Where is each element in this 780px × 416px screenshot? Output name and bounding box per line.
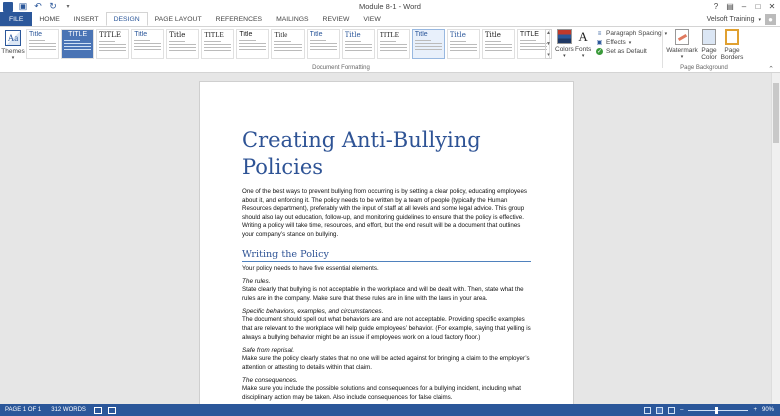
style-set-thumb-line [64,40,80,41]
effects-dropdown-icon: ▾ [628,39,632,46]
undo-icon[interactable]: ↶ [34,1,42,11]
style-set-thumb-line [169,50,196,51]
style-set-thumb-line [204,41,220,42]
paragraph-spacing-icon: ≡ [597,30,602,37]
style-set-thumb-title: Title [134,31,148,38]
style-set-thumb-line [239,49,266,50]
style-set-thumb-line [274,41,290,42]
tab-mailings[interactable]: MAILINGS [276,15,309,23]
page-borders-button[interactable] [721,29,743,61]
style-set-thumb-line [134,49,161,50]
subsection-text: The document should spell out what behaviors are and are not acceptable. Providing specific examples that are relevant to the workplace will help guide employees’ behavior. (For example, saying that yelling is always a bullying behavior might be an issue if employees work on a loud factory floor.) [242,316,531,341]
style-set-thumb-line [415,43,442,44]
style-set-thumb-line [310,43,337,44]
document-title: Creating Anti-Bullying Policies [242,128,481,179]
style-set-thumb-line [310,40,326,41]
fonts-icon: A [578,29,588,44]
style-set-thumb-line [64,43,91,44]
fonts-button[interactable] [575,29,591,60]
page-color-icon [702,29,716,45]
gallery-down-icon[interactable]: ▼ [546,41,551,47]
style-set-thumb-title: Title [239,31,253,38]
tab-view[interactable]: VIEW [363,15,381,23]
style-set-thumb-line [99,41,115,42]
style-set-thumb-title: TITLE [379,31,400,39]
subsection-title: The consequences. [242,377,298,385]
word-count[interactable]: 312 WORDS [51,407,86,413]
style-set-thumb-line [415,49,442,50]
style-set-thumb-line [29,49,56,50]
style-set-thumb-line [239,43,266,44]
style-set-thumb-line [345,41,361,42]
watermark-icon [675,29,689,45]
style-set-thumb-line [485,41,501,42]
style-set-thumb[interactable] [236,29,269,59]
style-set-thumb-title: TITLE [99,31,121,39]
status-bar [0,404,780,416]
style-set-thumb-title: Title [309,31,323,38]
gallery-more-icon[interactable]: ▾ [547,52,550,58]
style-set-thumb[interactable] [307,29,340,59]
style-set-thumb-line [64,49,91,50]
subsection-text: Make sure you include the possible solutions and consequences for a bullying incident, including what disciplinary action may be taken. Also include consequences for false claims. [242,385,521,401]
style-set-thumb-line [520,43,547,44]
close-icon[interactable]: ✕ [768,1,776,11]
tab-insert[interactable]: INSERT [73,15,99,23]
watermark-dropdown-icon: ▾ [680,54,684,60]
web-layout-icon[interactable] [668,407,675,414]
themes-icon: Aa [5,30,21,46]
style-set-thumb-title: TITLE [204,31,224,39]
design-ribbon [0,27,780,73]
style-set-thumb-line [345,47,372,48]
ribbon-tabs [0,13,780,27]
style-set-thumb-line [450,47,477,48]
style-set-thumb-line [274,44,301,45]
proofing-icon[interactable] [94,407,102,414]
style-set-thumb-line [204,44,231,45]
style-set-thumb-line [485,50,512,51]
minimize-icon[interactable]: – [741,1,747,11]
tab-file[interactable]: FILE [0,12,32,26]
style-set-thumb-title: Title [484,31,501,39]
set-as-default-button[interactable] [596,48,667,55]
style-set-thumb-line [29,46,56,47]
formatting-options [596,30,667,55]
style-set-thumb-title: Title [449,31,466,39]
style-set-gallery [26,29,550,60]
group-label-document-formatting: Document Formatting [312,65,370,71]
document-page[interactable] [199,81,574,404]
macro-record-icon[interactable] [108,407,116,414]
style-set-thumb-title: TITLE [519,31,539,38]
style-set-thumb[interactable] [166,29,199,59]
style-set-thumb[interactable] [271,29,304,59]
tab-references[interactable]: REFERENCES [215,15,263,23]
style-set-thumb-title: TITLE [68,31,88,38]
style-set-thumb[interactable] [482,29,515,59]
style-set-thumb-line [380,47,407,48]
section-heading: Writing the Policy [242,249,531,262]
gallery-scroll[interactable] [545,29,552,59]
style-set-thumb-line [415,40,431,41]
zoom-slider-knob[interactable] [715,407,718,414]
watermark-button[interactable] [666,29,698,61]
style-set-thumb[interactable] [61,29,94,59]
style-set-thumb-line [520,46,547,47]
page-color-button[interactable] [699,29,719,61]
style-set-thumb[interactable] [342,29,375,59]
style-set-thumb-line [99,47,126,48]
zoom-in-icon[interactable]: + [753,407,757,413]
account-area[interactable] [707,14,776,25]
style-set-thumb[interactable] [201,29,234,59]
paragraph-spacing-label: Paragraph Spacing [606,30,662,37]
style-set-thumb-line [204,47,231,48]
quick-access-toolbar [0,2,120,12]
page-borders-icon [725,29,739,45]
colors-button[interactable] [555,29,574,60]
redo-icon[interactable]: ↻ [49,1,57,11]
themes-dropdown-icon: ▾ [11,55,15,61]
tab-home[interactable]: HOME [39,15,60,23]
subsection-title: The rules. [242,278,271,286]
heading-intro: Your policy needs to have five essential elements. [242,264,379,272]
style-set-thumb-line [450,50,477,51]
style-set-thumb-line [450,44,477,45]
style-set-thumb-line [485,44,512,45]
style-set-thumb-line [99,50,126,51]
style-set-thumb-line [520,49,547,50]
zoom-level[interactable]: 90% [761,407,774,413]
effects-button[interactable] [596,39,667,46]
style-set-thumb-line [169,47,196,48]
colors-label: Colors [555,46,574,53]
style-set-thumb-line [415,46,442,47]
style-set-thumb[interactable] [377,29,410,59]
style-set-thumb-line [450,41,466,42]
document-content [242,127,531,403]
style-set-thumb-line [29,40,45,41]
themes-label: Themes [1,48,25,55]
style-set-thumb-line [204,50,231,51]
gallery-up-icon[interactable]: ▲ [546,30,551,36]
style-set-thumb-line [310,49,337,50]
watermark-label: Watermark [666,47,698,54]
style-set-thumb-title: Title [29,31,42,38]
page-color-label: Page Color [701,47,717,61]
subsection-text: State clearly that bullying is not acceptable in the workplace and will be dealt with. Then, state what the rules are in the company. Make sure that these rules are in line with the laws in your area. [242,286,524,302]
effects-label: Effects [606,39,626,46]
subsection-text: Make sure the policy clearly states that no one will be acted against for bringing a claim to the employer’s attention or attesting to details within that claim. [242,355,530,371]
style-set-thumb-line [380,50,407,51]
word-logo-icon: W [3,1,13,12]
style-set-thumb-line [169,41,185,42]
tab-review[interactable]: REVIEW [322,15,350,23]
themes-button[interactable] [2,28,24,68]
account-name: Velsoft Training [706,16,755,23]
style-set-thumb[interactable] [447,29,480,59]
group-separator [662,30,663,68]
print-layout-icon[interactable] [656,407,663,414]
checkmark-icon: ✓ [596,49,603,55]
style-set-thumb-line [99,44,126,45]
page-borders-label: Page Borders [720,47,744,61]
collapse-ribbon-icon[interactable]: ⌃ [768,66,774,73]
style-set-thumb[interactable] [131,29,164,59]
style-set-thumb-line [134,43,161,44]
style-set-thumb-line [239,40,255,41]
style-set-thumb-line [169,44,196,45]
style-set-thumb-title: Title [414,31,428,38]
colors-dropdown-icon: ▾ [563,53,566,59]
style-set-thumb-line [274,47,301,48]
style-set-thumb-line [134,46,161,47]
ribbon-display-icon[interactable]: ▤ [726,1,734,11]
page-count[interactable]: PAGE 1 OF 1 [5,407,42,413]
read-mode-icon[interactable] [644,407,651,414]
intro-paragraph: One of the best ways to prevent bullying from occurring is by setting a clear policy, educating employees about it, and enforcing it. The policy needs to be written by a team of people (typically the Human Resources department), preferably with the input of staff at all levels and some legal advice. This group should also lay out education, follow-up, and monitoring guidelines to ensure that the policy is effective. Writing a policy will take time, resources, and effort, but the end result will be a document that outlines your company’s stance on bullying. [242,188,527,238]
customize-qat-icon[interactable]: ▾ [66,4,70,10]
style-set-thumb-line [274,50,301,51]
help-icon[interactable]: ? [713,1,719,11]
style-set-thumb-line [485,47,512,48]
tab-design[interactable]: DESIGN [106,12,148,26]
style-set-thumb-line [345,44,372,45]
document-area [0,73,780,404]
style-set-thumb-line [345,50,372,51]
avatar: ● [765,14,776,25]
maximize-icon[interactable]: □ [755,1,761,11]
style-set-thumb[interactable] [96,29,129,59]
fonts-label: Fonts [575,46,592,53]
style-set-thumb-line [380,41,396,42]
style-set-thumb-line [380,44,407,45]
scrollbar-thumb[interactable] [773,83,779,143]
tab-page-layout[interactable]: PAGE LAYOUT [154,15,202,23]
save-icon[interactable]: ▣ [18,1,28,11]
subsection-title: Specific behaviors, examples, and circumstances. [242,308,384,316]
style-set-thumb[interactable] [412,29,445,59]
style-set-thumb-line [64,46,91,47]
zoom-slider[interactable] [688,410,748,411]
style-set-thumb-line [520,40,536,41]
paragraph-spacing-button[interactable] [596,30,667,37]
style-set-thumb-line [239,46,266,47]
style-set-thumb-title: Title [344,31,361,39]
effects-icon: ▣ [596,40,603,46]
style-set-thumb[interactable] [26,29,59,59]
paragraph-spacing-dropdown-icon: ▾ [664,30,668,37]
style-set-thumb-title: Title [274,31,288,39]
window-title: Module 8-1 - Word [359,2,421,11]
group-label-page-background: Page Background [680,65,728,71]
fonts-dropdown-icon: ▾ [581,53,585,59]
style-set-thumb-line [310,46,337,47]
style-set-thumb-line [29,43,56,44]
view-and-zoom [644,404,774,416]
subsection-title: Safe from reprisal. [242,347,295,355]
style-set-thumb-title: Title [169,31,186,39]
set-as-default-label: Set as Default [606,48,647,55]
zoom-out-icon[interactable]: – [680,407,684,413]
vertical-scrollbar[interactable] [771,73,780,404]
style-set-thumb-line [134,40,150,41]
window-controls [710,0,778,12]
colors-icon [557,29,572,44]
account-dropdown-icon: ▾ [758,16,761,23]
